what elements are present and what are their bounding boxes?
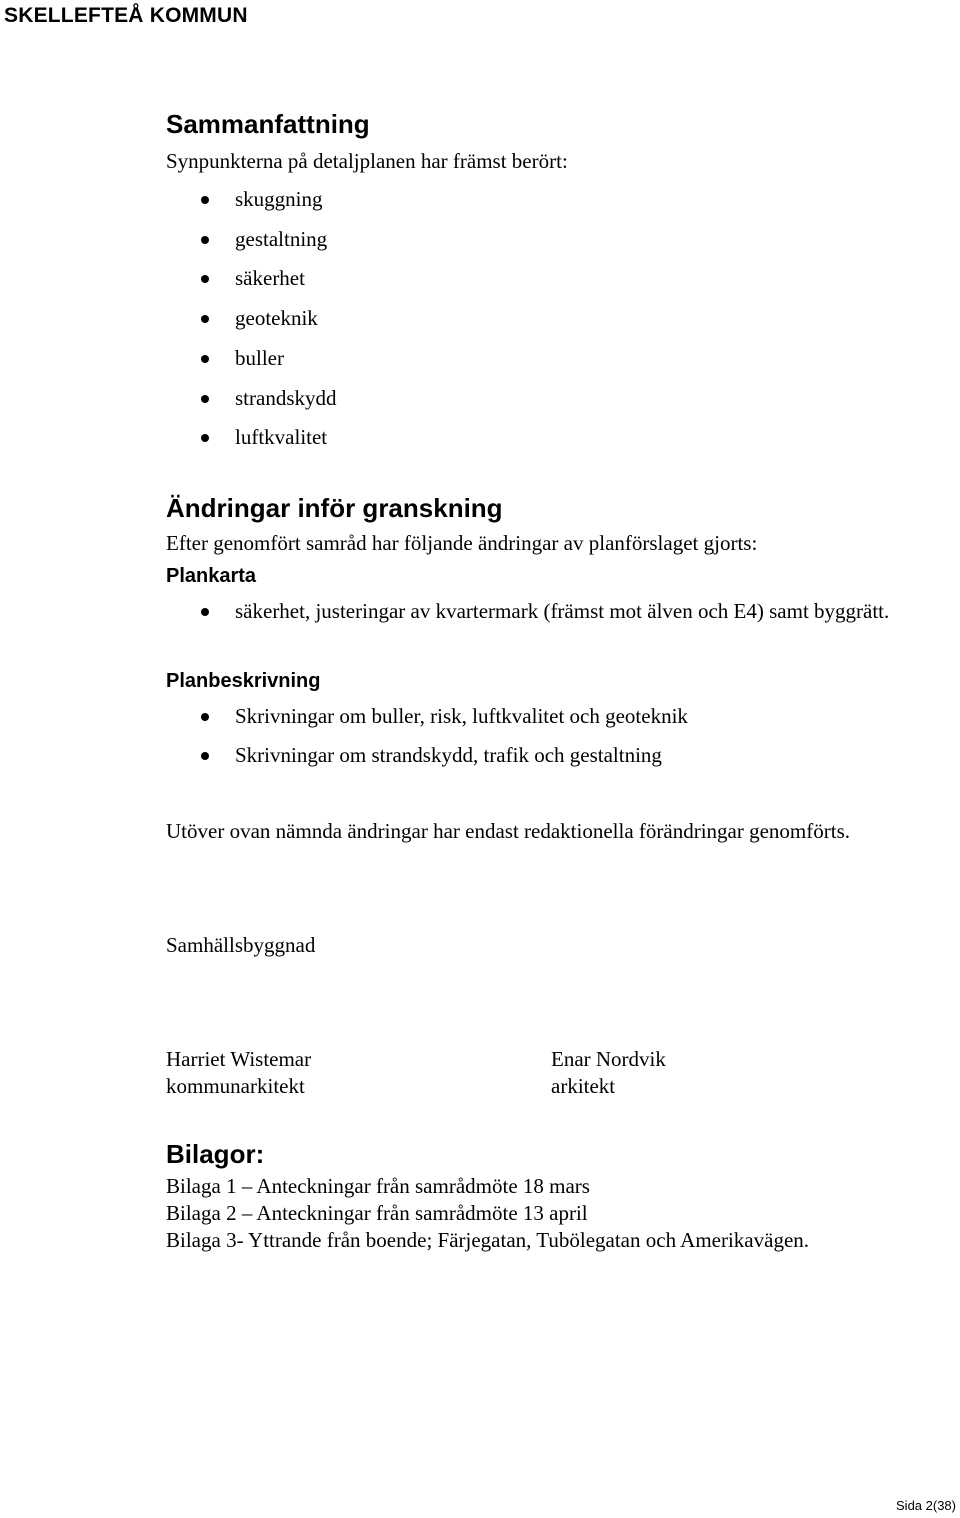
list-item: Skrivningar om strandskydd, trafik och gestaltning xyxy=(166,736,936,776)
attachments-section xyxy=(166,1138,936,1254)
changes-heading: Ändringar inför granskning xyxy=(166,492,503,523)
list-item: gestaltning xyxy=(166,220,936,260)
signature-block xyxy=(166,1046,936,1100)
changes-intro: Efter genomfört samråd har följande ändringar av planförslaget gjorts: xyxy=(166,530,758,555)
attachment-item: Bilaga 1 – Anteckningar från samrådmöte 18 mars xyxy=(166,1174,590,1199)
summary-heading: Sammanfattning xyxy=(166,109,370,139)
attachments-heading: Bilagor: xyxy=(166,1139,265,1170)
plankarta-heading: Plankarta xyxy=(166,564,257,587)
signatory-name: Enar Nordvik xyxy=(551,1047,666,1072)
bullet-icon xyxy=(201,236,209,244)
bullet-icon xyxy=(201,315,209,323)
changes-outro: Utöver ovan nämnda ändringar har endast redaktionella förändringar genomförts. xyxy=(166,819,850,844)
bullet-icon xyxy=(201,275,209,283)
summary-list xyxy=(166,180,936,458)
bullet-icon xyxy=(201,196,209,204)
list-item: luftkvalitet xyxy=(166,418,936,458)
signature-right xyxy=(551,1046,936,1100)
planbeskrivning-heading: Planbeskrivning xyxy=(166,669,321,692)
bullet-icon xyxy=(201,434,209,442)
bullet-icon xyxy=(201,713,209,721)
list-item: skuggning xyxy=(166,180,936,220)
signatory-title: arkitekt xyxy=(551,1074,616,1099)
summary-intro: Synpunkterna på detaljplanen har främst berört: xyxy=(166,149,568,173)
list-item: strandskydd xyxy=(166,379,936,419)
plankarta-list xyxy=(166,592,936,632)
department-name: Samhällsbyggnad xyxy=(166,933,316,958)
bullet-icon xyxy=(201,752,209,760)
bullet-icon xyxy=(201,395,209,403)
list-item: säkerhet, justeringar av kvartermark (främst mot älven och E4) samt byggrätt. xyxy=(166,592,936,632)
document-body xyxy=(166,106,936,1254)
list-item: säkerhet xyxy=(166,259,936,299)
attachment-item: Bilaga 2 – Anteckningar från samrådmöte 13 april xyxy=(166,1201,588,1226)
list-item: Skrivningar om buller, risk, luftkvalitet och geoteknik xyxy=(166,697,936,737)
planbeskrivning-list xyxy=(166,697,936,776)
list-item: geoteknik xyxy=(166,299,936,339)
page-number: Sida 2(38) xyxy=(896,1498,956,1513)
attachment-item: Bilaga 3- Yttrande från boende; Färjegatan, Tubölegatan och Amerikavägen. xyxy=(166,1228,810,1253)
bullet-icon xyxy=(201,355,209,363)
signatory-title: kommunarkitekt xyxy=(166,1074,305,1099)
signature-left xyxy=(166,1046,551,1100)
signatory-name: Harriet Wistemar xyxy=(166,1047,312,1072)
list-item: buller xyxy=(166,339,936,379)
bullet-icon xyxy=(201,608,209,616)
org-header: SKELLEFTEÅ KOMMUN xyxy=(4,4,248,27)
